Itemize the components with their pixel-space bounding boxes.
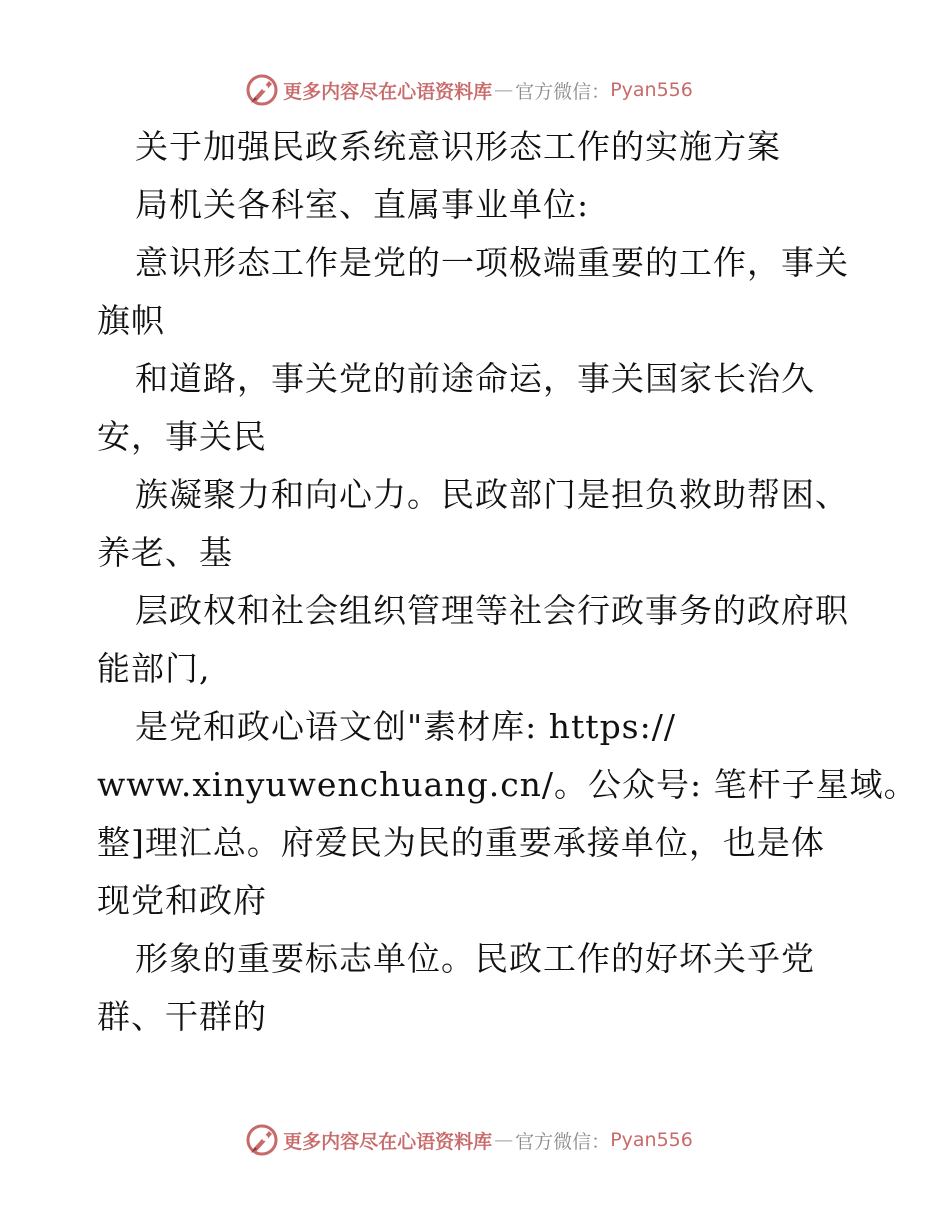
document-line: 是党和政心语文创"素材库: https://	[135, 707, 676, 746]
document-line: 层政权和社会组织管理等社会行政事务的政府职	[135, 591, 849, 630]
document-line: 现党和政府	[97, 881, 267, 920]
document-line: www.xinyuwenchuang.cn/。公众号: 笔杆子星域。	[97, 765, 918, 804]
header-banner-wechat-label: 官方微信：	[515, 80, 611, 103]
header-banner-inner	[245, 73, 693, 107]
header-banner-dash: —	[494, 79, 514, 101]
document-line: 局机关各科室、直属事业单位:	[135, 185, 590, 224]
quill-pen-logo-icon	[245, 1123, 279, 1157]
document-line: 安，事关民	[97, 417, 267, 456]
footer-banner-wechat-label: 官方微信：	[515, 1130, 611, 1153]
document-line: 和道路，事关党的前途命运，事关国家长治久	[135, 359, 815, 398]
footer-banner	[0, 1120, 950, 1160]
header-banner	[0, 70, 950, 110]
document-line: 群、干群的	[97, 997, 267, 1036]
document-line: 形象的重要标志单位。民政工作的好坏关乎党	[135, 939, 815, 978]
document-title: 关于加强民政系统意识形态工作的实施方案	[135, 127, 781, 166]
footer-banner-wechat-id: Pyan556	[610, 1129, 693, 1151]
quill-pen-logo-icon	[245, 73, 279, 107]
footer-banner-dash: —	[494, 1129, 514, 1151]
footer-banner-inner	[245, 1123, 693, 1157]
header-banner-wechat-id: Pyan556	[610, 79, 693, 101]
document-line: 整]理汇总。府爱民为民的重要承接单位，也是体	[97, 823, 825, 862]
document-line: 能部门,	[97, 649, 211, 688]
document-line: 养老、基	[97, 533, 233, 572]
document-line: 旗帜	[97, 301, 165, 340]
document-line: 意识形态工作是党的一项极端重要的工作，事关	[135, 243, 849, 282]
document-body	[97, 118, 918, 1046]
document-line: 族凝聚力和向心力。民政部门是担负救助帮困、	[135, 475, 849, 514]
header-banner-text: 更多内容尽在心语资料库	[283, 80, 493, 103]
footer-banner-text: 更多内容尽在心语资料库	[283, 1130, 493, 1153]
